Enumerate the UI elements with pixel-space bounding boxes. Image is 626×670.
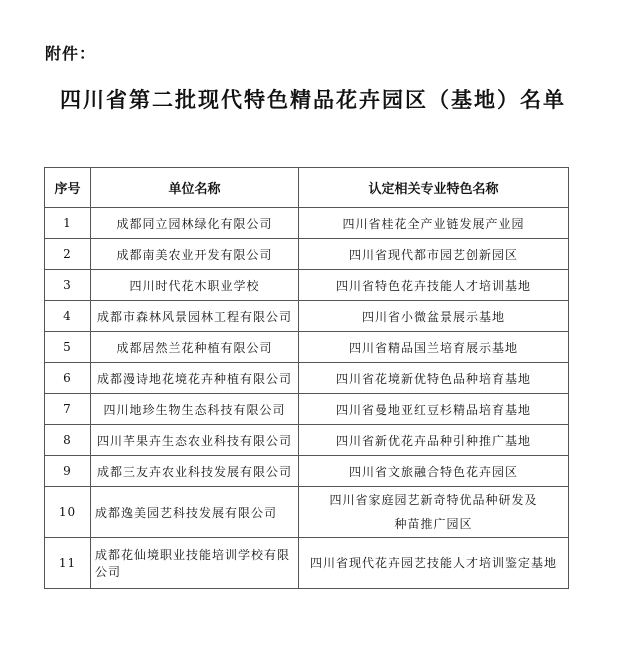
cell-unit: 成都漫诗地花境花卉种植有限公司 [91,363,299,394]
cell-base: 四川省现代都市园艺创新园区 [299,239,569,270]
table-row [45,538,569,589]
cell-base: 四川省新优花卉品种引种推广基地 [299,425,569,456]
cell-unit: 四川时代花木职业学校 [91,270,299,301]
header-base: 认定相关专业特色名称 [299,168,569,208]
cell-unit: 成都同立园林绿化有限公司 [91,208,299,239]
cell-base-line: 四川省家庭园艺新奇特优品种研发及 [329,493,538,507]
cell-unit-line: 成都花仙境职业技能培训学校有限 [95,548,291,562]
cell-base: 四川省曼地亚红豆杉精品培育基地 [299,394,569,425]
cell-base [299,487,569,538]
cell-index: 4 [45,301,91,332]
cell-unit: 成都逸美园艺科技发展有限公司 [91,487,299,538]
cell-index: 10 [45,487,91,538]
cell-base: 四川省特色花卉技能人才培训基地 [299,270,569,301]
cell-unit: 成都南美农业开发有限公司 [91,239,299,270]
cell-unit: 成都三友卉农业科技发展有限公司 [91,456,299,487]
table-row [45,208,569,239]
table-header-row [45,168,569,208]
table-row [45,332,569,363]
cell-index: 1 [45,208,91,239]
cell-index: 2 [45,239,91,270]
cell-base-line: 种苗推广园区 [394,517,473,531]
table-row [45,487,569,538]
cell-base: 四川省花境新优特色品种培育基地 [299,363,569,394]
table-row [45,394,569,425]
cell-unit-line: 公司 [95,565,122,579]
table-row [45,270,569,301]
table-row [45,239,569,270]
cell-base: 四川省桂花全产业链发展产业园 [299,208,569,239]
cell-base: 四川省精品国兰培育展示基地 [299,332,569,363]
cell-unit: 四川芊果卉生态农业科技有限公司 [91,425,299,456]
list-table [44,167,569,589]
cell-index: 3 [45,270,91,301]
header-index: 序号 [45,168,91,208]
cell-index: 9 [45,456,91,487]
cell-unit [91,538,299,589]
cell-index: 11 [45,538,91,589]
cell-base: 四川省小微盆景展示基地 [299,301,569,332]
table-row [45,363,569,394]
cell-base: 四川省现代花卉园艺技能人才培训鉴定基地 [299,538,569,589]
cell-index: 6 [45,363,91,394]
cell-base: 四川省文旅融合特色花卉园区 [299,456,569,487]
header-unit: 单位名称 [91,168,299,208]
cell-unit: 四川地珍生物生态科技有限公司 [91,394,299,425]
cell-index: 7 [45,394,91,425]
cell-index: 8 [45,425,91,456]
cell-index: 5 [45,332,91,363]
document-title: 四川省第二批现代特色精品花卉园区（基地）名单 [60,87,566,112]
cell-unit: 成都市森林风景园林工程有限公司 [91,301,299,332]
table-row [45,456,569,487]
cell-unit: 成都居然兰花种植有限公司 [91,332,299,363]
table-row [45,425,569,456]
attachment-label: 附件： [45,44,97,63]
table-row [45,301,569,332]
